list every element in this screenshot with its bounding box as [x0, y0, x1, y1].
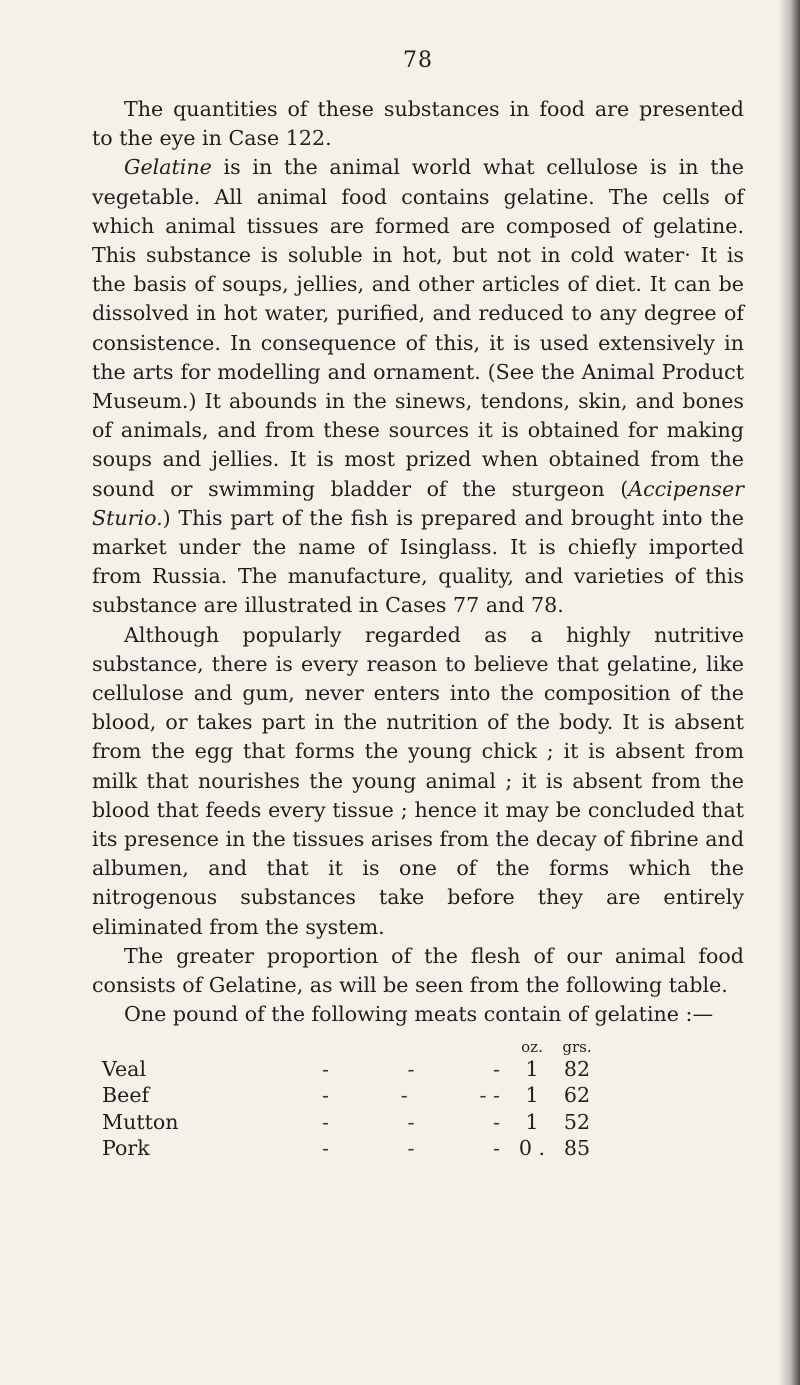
page-number: 78	[403, 48, 433, 73]
table-header	[92, 1038, 640, 1056]
header-grs: grs.	[562, 1037, 592, 1056]
paragraph-5: One pound of the following meats contain of gelatine :—	[124, 1002, 714, 1027]
grs-value: 85	[563, 1136, 591, 1160]
paragraph-4: The greater proportion of the flesh of our animal food consists of Gelatine, as will be seen from the following table.	[92, 943, 744, 998]
meat-name: Beef	[102, 1083, 150, 1107]
paragraph-3: Although popularly regarded as a highly nutritive substance, there is every reason to believe that gelatine, like cellulose and gum, never enters into the composition of the blood, or takes part in the nutrition of the body. It is absent from the egg that forms the young chick ; it is absent from milk that nourishes the young animal ; it is absent from the blood that feeds every tissue ; hence it may be concluded that its presence in the tissues arises from the decay of fibrine and albumen, and that it is one of the forms which the nitrogenous substances take before they are entirely eliminated from the system.	[92, 622, 744, 939]
leader-dashes: - - - -	[322, 1083, 500, 1107]
paragraph-2	[92, 153, 744, 620]
header-oz: oz.	[521, 1037, 543, 1056]
oz-value: 0 .	[518, 1136, 546, 1160]
grs-value: 62	[563, 1083, 591, 1107]
grs-value: 82	[563, 1056, 591, 1081]
species-name: Accipenser Sturio.	[92, 476, 744, 530]
oz-value: 1	[525, 1109, 539, 1134]
table-row	[92, 1135, 640, 1162]
table-row	[92, 1056, 640, 1083]
meat-name: Mutton	[102, 1109, 179, 1134]
gelatine-term: Gelatine	[124, 155, 212, 180]
paragraph-2-text: is in the animal world what cellulose is in the vegetable. All animal food contains gelatine. The cells of which animal tissues are formed are composed of gelatine. This substance is soluble in hot, but not in cold water· It is the basis of soups, jellies, and other articles of diet. It can be dissolved in hot water, purified, and reduced to any degree of consistence. In consequence of this, it is used extensively in the arts for modelling and ornament. (See the Animal Product Museum.) It abounds in the sinews, tendons, skin, and bones of animals, and from these sources it is obtained for making soups and jellies. It is most prized when obtained from the sound or swimming bladder of the sturgeon (	[92, 155, 744, 501]
paragraph-2-end: ) This part of the fish is prepared and brought into the market under the name of Isinglass. It is chiefly imported from Russia. The manufacture, quality, and varieties of this substance are illustrated in Cases 77 and 78.	[92, 505, 744, 618]
book-page	[92, 48, 744, 1162]
grs-value: 52	[563, 1109, 591, 1134]
table-row	[92, 1082, 640, 1109]
oz-value: 1	[525, 1056, 539, 1081]
gelatine-table	[92, 1038, 640, 1162]
meat-name: Pork	[102, 1136, 150, 1160]
page-edge-shadow	[778, 0, 800, 1385]
meat-name: Veal	[102, 1056, 147, 1081]
paragraph-1: The quantities of these substances in food are presented to the eye in Case 122.	[92, 97, 744, 151]
leader-dashes: - - -	[322, 1136, 500, 1160]
leader-dashes: - - -	[322, 1109, 500, 1134]
body-text	[92, 95, 744, 1030]
oz-value: 1	[525, 1083, 539, 1107]
leader-dashes: - - -	[322, 1056, 500, 1081]
table-row	[92, 1109, 640, 1136]
